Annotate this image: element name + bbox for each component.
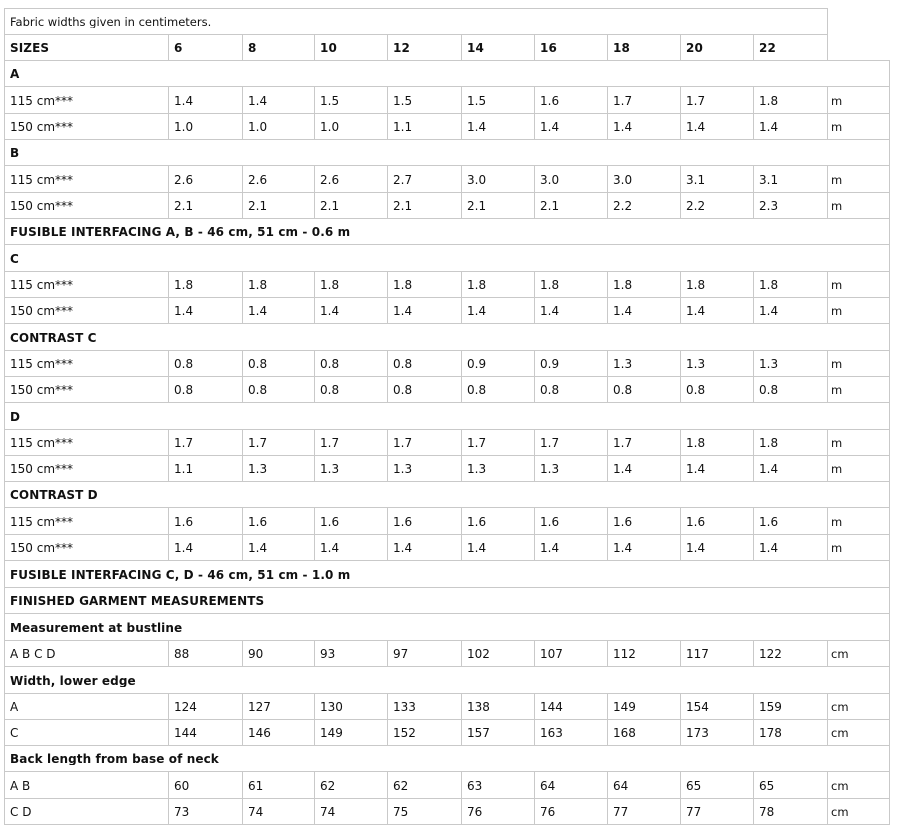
value-cell: 1.3 — [320, 463, 340, 475]
unit-cell: cm — [831, 806, 849, 818]
table-note: Fabric widths given in centimeters. — [10, 16, 212, 28]
table-rule — [4, 323, 890, 324]
table-rule — [827, 34, 828, 61]
value-cell: 1.6 — [613, 516, 633, 528]
section-heading: Back length from base of neck — [10, 753, 219, 765]
size-header-cell: 12 — [393, 42, 410, 54]
value-cell: 1.7 — [686, 95, 706, 107]
table-rule — [4, 244, 890, 245]
value-cell: 1.4 — [393, 542, 413, 554]
value-cell: 3.1 — [759, 174, 779, 186]
value-cell: 0.8 — [540, 384, 560, 396]
table-rule — [4, 139, 890, 140]
section-heading: D — [10, 411, 21, 423]
table-rule — [4, 86, 890, 87]
value-cell: 0.8 — [393, 358, 413, 370]
unit-cell: m — [831, 121, 843, 133]
value-cell: 76 — [540, 806, 556, 818]
value-cell: 1.8 — [686, 279, 706, 291]
value-cell: 1.8 — [248, 279, 268, 291]
table-rule — [4, 350, 890, 351]
table-rule — [4, 455, 890, 456]
value-cell: 133 — [393, 701, 416, 713]
value-cell: 1.6 — [540, 95, 560, 107]
value-cell: 63 — [467, 780, 483, 792]
table-rule — [889, 60, 890, 825]
value-cell: 159 — [759, 701, 782, 713]
value-cell: 1.8 — [613, 279, 633, 291]
value-cell: 62 — [393, 780, 409, 792]
row-label: C D — [10, 806, 32, 818]
unit-cell: m — [831, 384, 843, 396]
table-rule — [4, 640, 890, 641]
unit-cell: cm — [831, 701, 849, 713]
section-heading: FUSIBLE INTERFACING A, B - 46 cm, 51 cm - 0.6 m — [10, 226, 351, 238]
value-cell: 1.7 — [320, 437, 340, 449]
value-cell: 127 — [248, 701, 271, 713]
table-rule — [4, 481, 890, 482]
value-cell: 1.4 — [759, 121, 779, 133]
value-cell: 1.0 — [174, 121, 194, 133]
value-cell: 74 — [248, 806, 264, 818]
section-heading: FINISHED GARMENT MEASUREMENTS — [10, 595, 265, 607]
value-cell: 1.3 — [248, 463, 268, 475]
table-rule — [4, 218, 890, 219]
value-cell: 168 — [613, 727, 636, 739]
value-cell: 124 — [174, 701, 197, 713]
value-cell: 0.9 — [467, 358, 487, 370]
row-label: A B — [10, 780, 31, 792]
value-cell: 64 — [613, 780, 629, 792]
size-header-cell: 6 — [174, 42, 183, 54]
value-cell: 152 — [393, 727, 416, 739]
value-cell: 2.2 — [686, 200, 706, 212]
value-cell: 1.5 — [467, 95, 487, 107]
size-header-cell: 10 — [320, 42, 337, 54]
row-label: 115 cm*** — [10, 174, 74, 186]
value-cell: 1.4 — [759, 305, 779, 317]
table-rule — [4, 693, 890, 694]
value-cell: 2.1 — [393, 200, 413, 212]
value-cell: 1.0 — [248, 121, 268, 133]
value-cell: 0.8 — [686, 384, 706, 396]
value-cell: 60 — [174, 780, 190, 792]
value-cell: 173 — [686, 727, 709, 739]
value-cell: 1.4 — [613, 305, 633, 317]
value-cell: 149 — [613, 701, 636, 713]
value-cell: 1.4 — [467, 305, 487, 317]
value-cell: 1.4 — [686, 542, 706, 554]
value-cell: 2.2 — [613, 200, 633, 212]
value-cell: 0.8 — [759, 384, 779, 396]
value-cell: 1.7 — [540, 437, 560, 449]
row-label: 150 cm*** — [10, 305, 74, 317]
value-cell: 64 — [540, 780, 556, 792]
row-label: 150 cm*** — [10, 121, 74, 133]
value-cell: 1.7 — [248, 437, 268, 449]
value-cell: 93 — [320, 648, 336, 660]
value-cell: 1.4 — [174, 305, 194, 317]
unit-cell: cm — [831, 648, 849, 660]
value-cell: 2.6 — [320, 174, 340, 186]
value-cell: 3.0 — [540, 174, 560, 186]
value-cell: 1.7 — [393, 437, 413, 449]
value-cell: 1.4 — [467, 542, 487, 554]
value-cell: 88 — [174, 648, 190, 660]
table-rule — [4, 507, 890, 508]
value-cell: 1.1 — [174, 463, 194, 475]
value-cell: 1.5 — [320, 95, 340, 107]
value-cell: 154 — [686, 701, 709, 713]
value-cell: 107 — [540, 648, 563, 660]
table-rule — [4, 376, 890, 377]
value-cell: 1.6 — [320, 516, 340, 528]
value-cell: 1.8 — [759, 279, 779, 291]
size-header-cell: 18 — [613, 42, 630, 54]
size-header-cell: 22 — [759, 42, 776, 54]
table-rule — [4, 8, 828, 9]
value-cell: 1.4 — [174, 542, 194, 554]
value-cell: 1.6 — [467, 516, 487, 528]
section-heading: CONTRAST D — [10, 489, 98, 501]
value-cell: 1.4 — [686, 463, 706, 475]
value-cell: 163 — [540, 727, 563, 739]
value-cell: 1.4 — [540, 305, 560, 317]
row-label: C — [10, 727, 19, 739]
unit-cell: m — [831, 95, 843, 107]
row-label: 115 cm*** — [10, 95, 74, 107]
row-label: 150 cm*** — [10, 542, 74, 554]
value-cell: 1.4 — [467, 121, 487, 133]
unit-cell: m — [831, 437, 843, 449]
value-cell: 62 — [320, 780, 336, 792]
value-cell: 1.3 — [467, 463, 487, 475]
value-cell: 1.3 — [613, 358, 633, 370]
value-cell: 1.5 — [393, 95, 413, 107]
table-rule — [4, 560, 890, 561]
value-cell: 1.3 — [393, 463, 413, 475]
table-rule — [4, 297, 890, 298]
value-cell: 1.6 — [540, 516, 560, 528]
table-rule — [4, 719, 890, 720]
value-cell: 1.8 — [686, 437, 706, 449]
table-rule — [4, 745, 890, 746]
value-cell: 2.1 — [320, 200, 340, 212]
value-cell: 0.9 — [540, 358, 560, 370]
value-cell: 74 — [320, 806, 336, 818]
value-cell: 65 — [686, 780, 702, 792]
section-heading: CONTRAST C — [10, 332, 97, 344]
table-rule — [4, 192, 890, 193]
value-cell: 1.4 — [320, 305, 340, 317]
value-cell: 1.4 — [393, 305, 413, 317]
value-cell: 3.0 — [613, 174, 633, 186]
value-cell: 0.8 — [174, 358, 194, 370]
value-cell: 102 — [467, 648, 490, 660]
row-label: 150 cm*** — [10, 384, 74, 396]
value-cell: 1.8 — [174, 279, 194, 291]
value-cell: 1.6 — [393, 516, 413, 528]
unit-cell: m — [831, 279, 843, 291]
value-cell: 2.1 — [248, 200, 268, 212]
value-cell: 75 — [393, 806, 409, 818]
value-cell: 1.4 — [248, 305, 268, 317]
value-cell: 2.1 — [174, 200, 194, 212]
value-cell: 1.4 — [320, 542, 340, 554]
value-cell: 1.6 — [686, 516, 706, 528]
value-cell: 1.7 — [174, 437, 194, 449]
size-header-cell: 14 — [467, 42, 484, 54]
value-cell: 1.4 — [759, 463, 779, 475]
value-cell: 1.3 — [686, 358, 706, 370]
value-cell: 65 — [759, 780, 775, 792]
value-cell: 1.7 — [467, 437, 487, 449]
value-cell: 3.0 — [467, 174, 487, 186]
row-label: 115 cm*** — [10, 516, 74, 528]
value-cell: 61 — [248, 780, 264, 792]
value-cell: 2.3 — [759, 200, 779, 212]
value-cell: 1.4 — [248, 95, 268, 107]
section-heading: C — [10, 253, 19, 265]
value-cell: 1.8 — [759, 95, 779, 107]
value-cell: 97 — [393, 648, 409, 660]
table-rule — [4, 824, 890, 825]
size-header-cell: 20 — [686, 42, 703, 54]
value-cell: 157 — [467, 727, 490, 739]
value-cell: 0.8 — [613, 384, 633, 396]
table-rule — [4, 666, 890, 667]
row-label: A B C D — [10, 648, 56, 660]
value-cell: 1.8 — [320, 279, 340, 291]
section-heading: FUSIBLE INTERFACING C, D - 46 cm, 51 cm - 1.0 m — [10, 569, 351, 581]
value-cell: 0.8 — [320, 358, 340, 370]
value-cell: 1.8 — [759, 437, 779, 449]
value-cell: 2.6 — [248, 174, 268, 186]
size-header-cell: 16 — [540, 42, 557, 54]
value-cell: 1.8 — [467, 279, 487, 291]
table-rule — [4, 613, 890, 614]
sizes-header-label: SIZES — [10, 42, 50, 54]
table-rule — [4, 402, 890, 403]
value-cell: 144 — [174, 727, 197, 739]
row-label: 115 cm*** — [10, 279, 74, 291]
section-heading: Measurement at bustline — [10, 622, 183, 634]
value-cell: 90 — [248, 648, 264, 660]
value-cell: 130 — [320, 701, 343, 713]
table-rule — [4, 587, 890, 588]
value-cell: 0.8 — [248, 358, 268, 370]
value-cell: 3.1 — [686, 174, 706, 186]
value-cell: 2.6 — [174, 174, 194, 186]
value-cell: 122 — [759, 648, 782, 660]
unit-cell: m — [831, 542, 843, 554]
size-header-cell: 8 — [248, 42, 257, 54]
value-cell: 1.8 — [540, 279, 560, 291]
row-label: 150 cm*** — [10, 200, 74, 212]
value-cell: 1.6 — [248, 516, 268, 528]
value-cell: 1.4 — [248, 542, 268, 554]
value-cell: 149 — [320, 727, 343, 739]
unit-cell: m — [831, 463, 843, 475]
value-cell: 1.7 — [613, 95, 633, 107]
unit-cell: m — [831, 200, 843, 212]
value-cell: 1.4 — [613, 463, 633, 475]
value-cell: 0.8 — [467, 384, 487, 396]
unit-cell: cm — [831, 727, 849, 739]
unit-cell: m — [831, 516, 843, 528]
value-cell: 1.1 — [393, 121, 413, 133]
row-label: 115 cm*** — [10, 358, 74, 370]
table-rule — [4, 534, 890, 535]
value-cell: 1.4 — [759, 542, 779, 554]
value-cell: 1.7 — [613, 437, 633, 449]
value-cell: 1.4 — [174, 95, 194, 107]
section-heading: Width, lower edge — [10, 675, 136, 687]
value-cell: 2.1 — [467, 200, 487, 212]
value-cell: 2.1 — [540, 200, 560, 212]
value-cell: 0.8 — [248, 384, 268, 396]
value-cell: 178 — [759, 727, 782, 739]
value-cell: 1.4 — [613, 542, 633, 554]
row-label: 150 cm*** — [10, 463, 74, 475]
value-cell: 0.8 — [320, 384, 340, 396]
unit-cell: m — [831, 174, 843, 186]
table-rule — [4, 429, 890, 430]
value-cell: 77 — [686, 806, 702, 818]
table-rule — [4, 113, 890, 114]
table-rule — [4, 271, 890, 272]
table-rule — [4, 798, 890, 799]
value-cell: 0.8 — [174, 384, 194, 396]
section-heading: A — [10, 68, 20, 80]
table-rule — [4, 60, 890, 61]
table-rule — [4, 34, 828, 35]
value-cell: 1.3 — [540, 463, 560, 475]
table-rule — [827, 8, 828, 35]
value-cell: 138 — [467, 701, 490, 713]
value-cell: 1.4 — [540, 542, 560, 554]
value-cell: 144 — [540, 701, 563, 713]
value-cell: 76 — [467, 806, 483, 818]
table-rule — [4, 771, 890, 772]
unit-cell: m — [831, 358, 843, 370]
value-cell: 146 — [248, 727, 271, 739]
value-cell: 77 — [613, 806, 629, 818]
value-cell: 0.8 — [393, 384, 413, 396]
unit-cell: cm — [831, 780, 849, 792]
value-cell: 112 — [613, 648, 636, 660]
value-cell: 1.4 — [686, 121, 706, 133]
value-cell: 1.4 — [540, 121, 560, 133]
value-cell: 117 — [686, 648, 709, 660]
section-heading: B — [10, 147, 20, 159]
value-cell: 1.8 — [393, 279, 413, 291]
value-cell: 78 — [759, 806, 775, 818]
value-cell: 1.4 — [686, 305, 706, 317]
value-cell: 1.3 — [759, 358, 779, 370]
value-cell: 2.7 — [393, 174, 413, 186]
row-label: 115 cm*** — [10, 437, 74, 449]
value-cell: 1.6 — [759, 516, 779, 528]
value-cell: 73 — [174, 806, 190, 818]
unit-cell: m — [831, 305, 843, 317]
value-cell: 1.6 — [174, 516, 194, 528]
row-label: A — [10, 701, 19, 713]
value-cell: 1.0 — [320, 121, 340, 133]
value-cell: 1.4 — [613, 121, 633, 133]
table-rule — [4, 165, 890, 166]
